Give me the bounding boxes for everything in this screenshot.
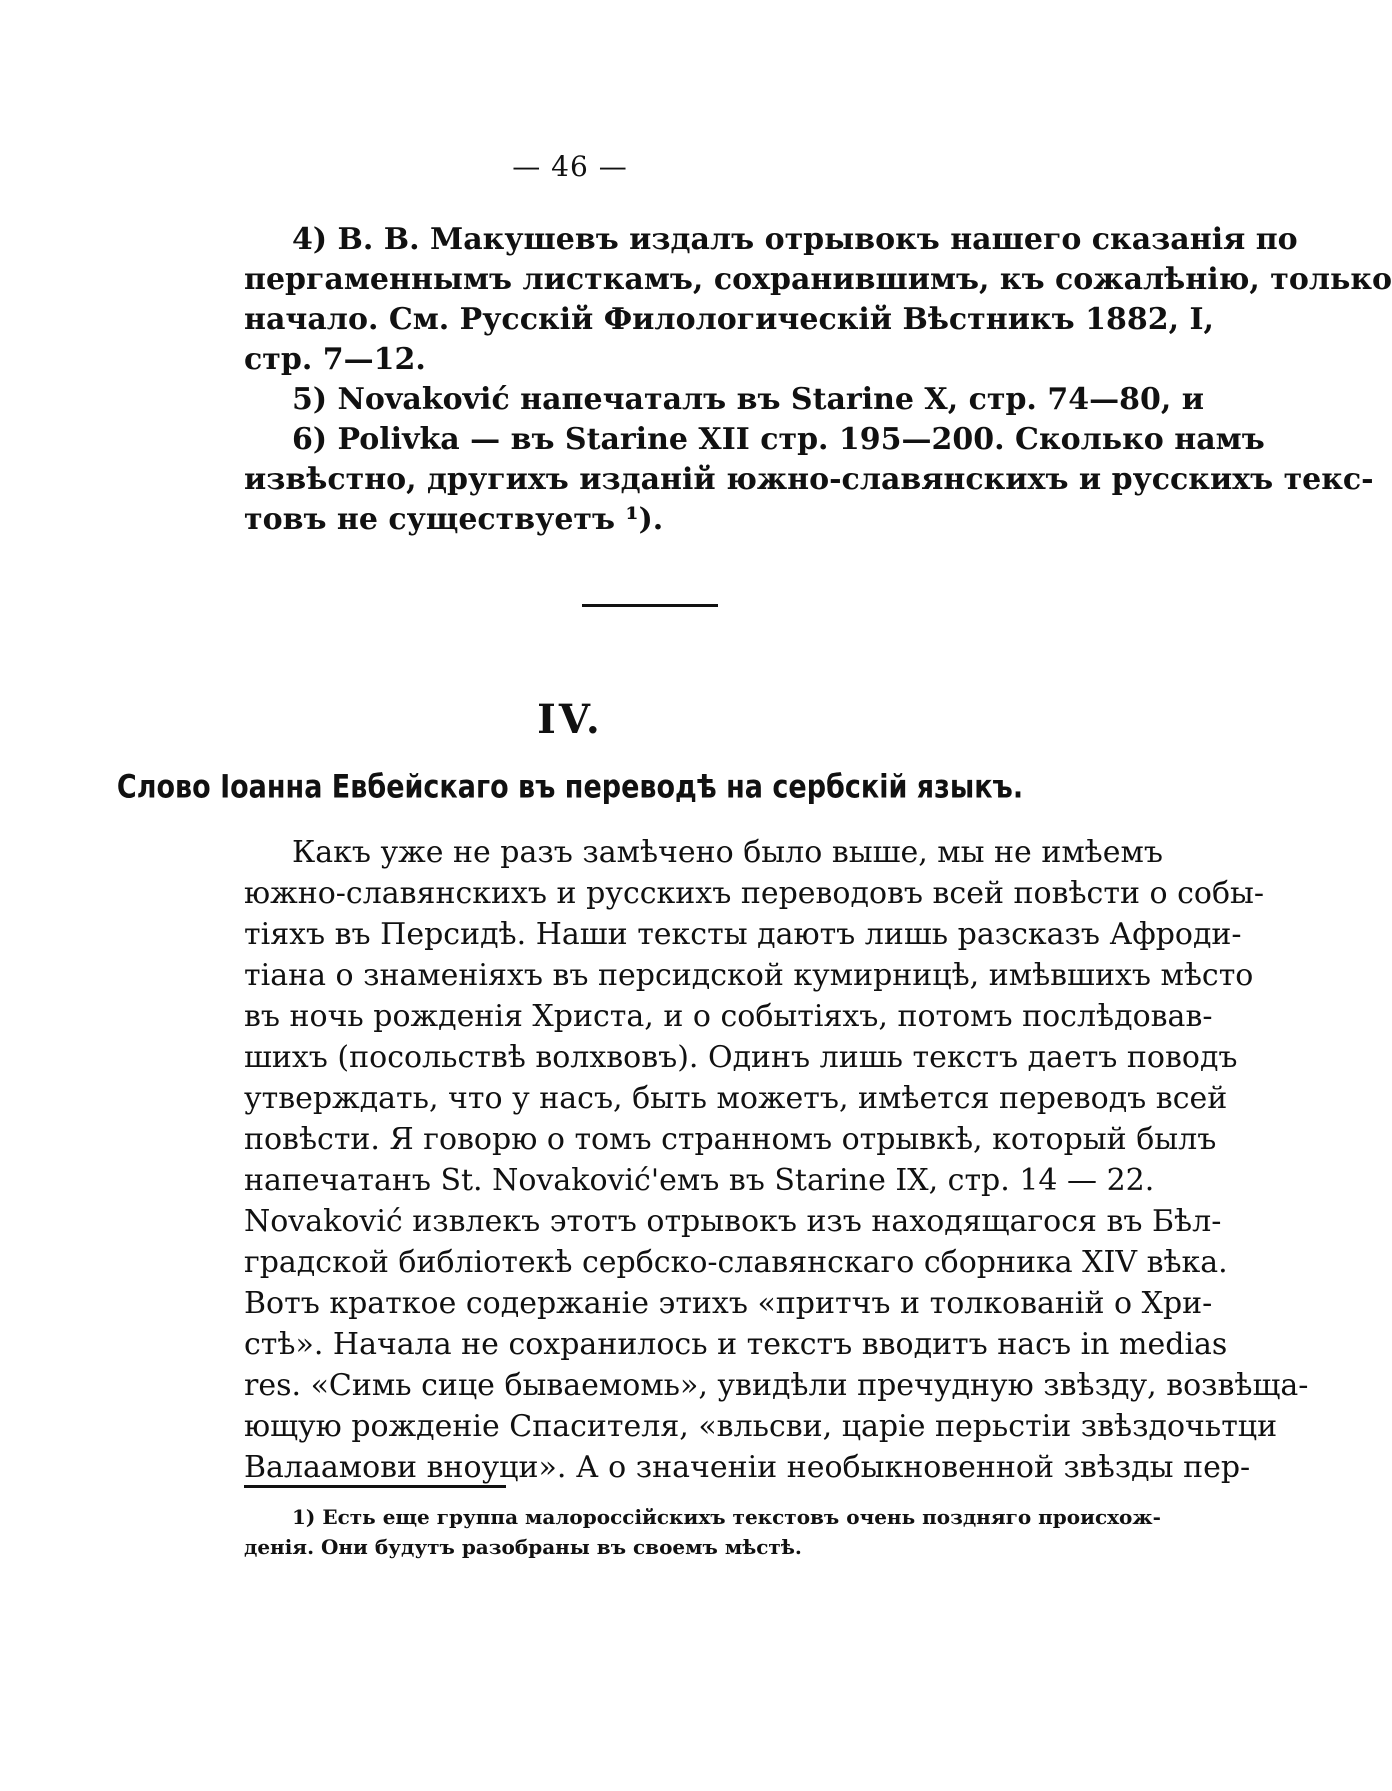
text-line: напечатанъ St. Novaković'емъ въ Starine IX, стр. 14 — 22. [244, 1163, 1155, 1198]
chapter-numeral: IV. [537, 696, 603, 743]
footnote-line: 1) Есть еще группа малороссійскихъ текстовъ очень поздняго происхож- [292, 1505, 1161, 1529]
text-line: стѣ». Начала не сохранилось и текстъ вводитъ насъ in medias [244, 1327, 1228, 1362]
text-line: южно-славянскихъ и русскихъ переводовъ всей повѣсти о собы- [244, 876, 1265, 911]
text-line: 5) Novaković напечаталъ въ Starine X, стр. 74—80, и [292, 382, 1204, 417]
text-line: товъ не существуетъ ¹). [244, 502, 664, 537]
text-line: шихъ (посольствѣ волхвовъ). Одинъ лишь текстъ даетъ поводъ [244, 1040, 1238, 1075]
footnote-rule [244, 1485, 506, 1488]
text-line: Вотъ краткое содержаніе этихъ «притчъ и толкованій о Хри- [244, 1286, 1213, 1321]
text-line: ющую рожденіе Спасителя, «вльсви, царіе перьстіи звѣздочьтци [244, 1409, 1278, 1444]
text-line: тіяхъ въ Персидѣ. Наши тексты даютъ лишь разсказъ Афроди- [244, 917, 1242, 952]
text-line: начало. См. Русскій Филологическій Вѣстникъ 1882, I, [244, 302, 1214, 337]
section-divider [582, 604, 718, 607]
text-line: извѣстно, другихъ изданій южно-славянскихъ и русскихъ текс- [244, 462, 1374, 497]
text-line: повѣсти. Я говорю о томъ странномъ отрывкѣ, который былъ [244, 1122, 1217, 1157]
text-line: 6) Polivka — въ Starine XII стр. 195—200. Сколько намъ [292, 422, 1265, 457]
text-line: тіана о знаменіяхъ въ персидской кумирницѣ, имѣвшихъ мѣсто [244, 958, 1254, 993]
text-line: въ ночь рожденія Христа, и о событіяхъ, потомъ послѣдовав- [244, 999, 1213, 1034]
text-line: res. «Симь сице бываемомь», увидѣли пречудную звѣзду, возвѣща- [244, 1368, 1309, 1403]
text-line: Какъ уже не разъ замѣчено было выше, мы не имѣемъ [292, 835, 1163, 870]
text-line: Валаамови вноуци». А о значеніи необыкновенной звѣзды пер- [244, 1450, 1251, 1485]
text-line: пергаменнымъ листкамъ, сохранившимъ, къ сожалѣнію, только [244, 262, 1392, 297]
footnote-line: денія. Они будутъ разобраны въ своемъ мѣстѣ. [244, 1535, 802, 1559]
footnotes [244, 1502, 1161, 1562]
text-line: градской библіотекѣ сербско-славянскаго сборника XIV вѣка. [244, 1245, 1228, 1280]
text-line: стр. 7—12. [244, 342, 426, 377]
text-line: 4) В. В. Макушевъ издалъ отрывокъ нашего сказанія по [292, 222, 1298, 257]
chapter-heading: Слово Іоанна Евбейскаго въ переводѣ на сербскій языкъ. [116, 768, 1024, 807]
page-number: — 46 — [512, 150, 628, 183]
text-line: утверждать, что у насъ, быть можетъ, имѣется переводъ всей [244, 1081, 1228, 1116]
body-text [244, 832, 1309, 1488]
text-line: Novaković извлекъ этотъ отрывокъ изъ находящагося въ Бѣл- [244, 1204, 1222, 1239]
top-paragraphs [244, 220, 1392, 540]
